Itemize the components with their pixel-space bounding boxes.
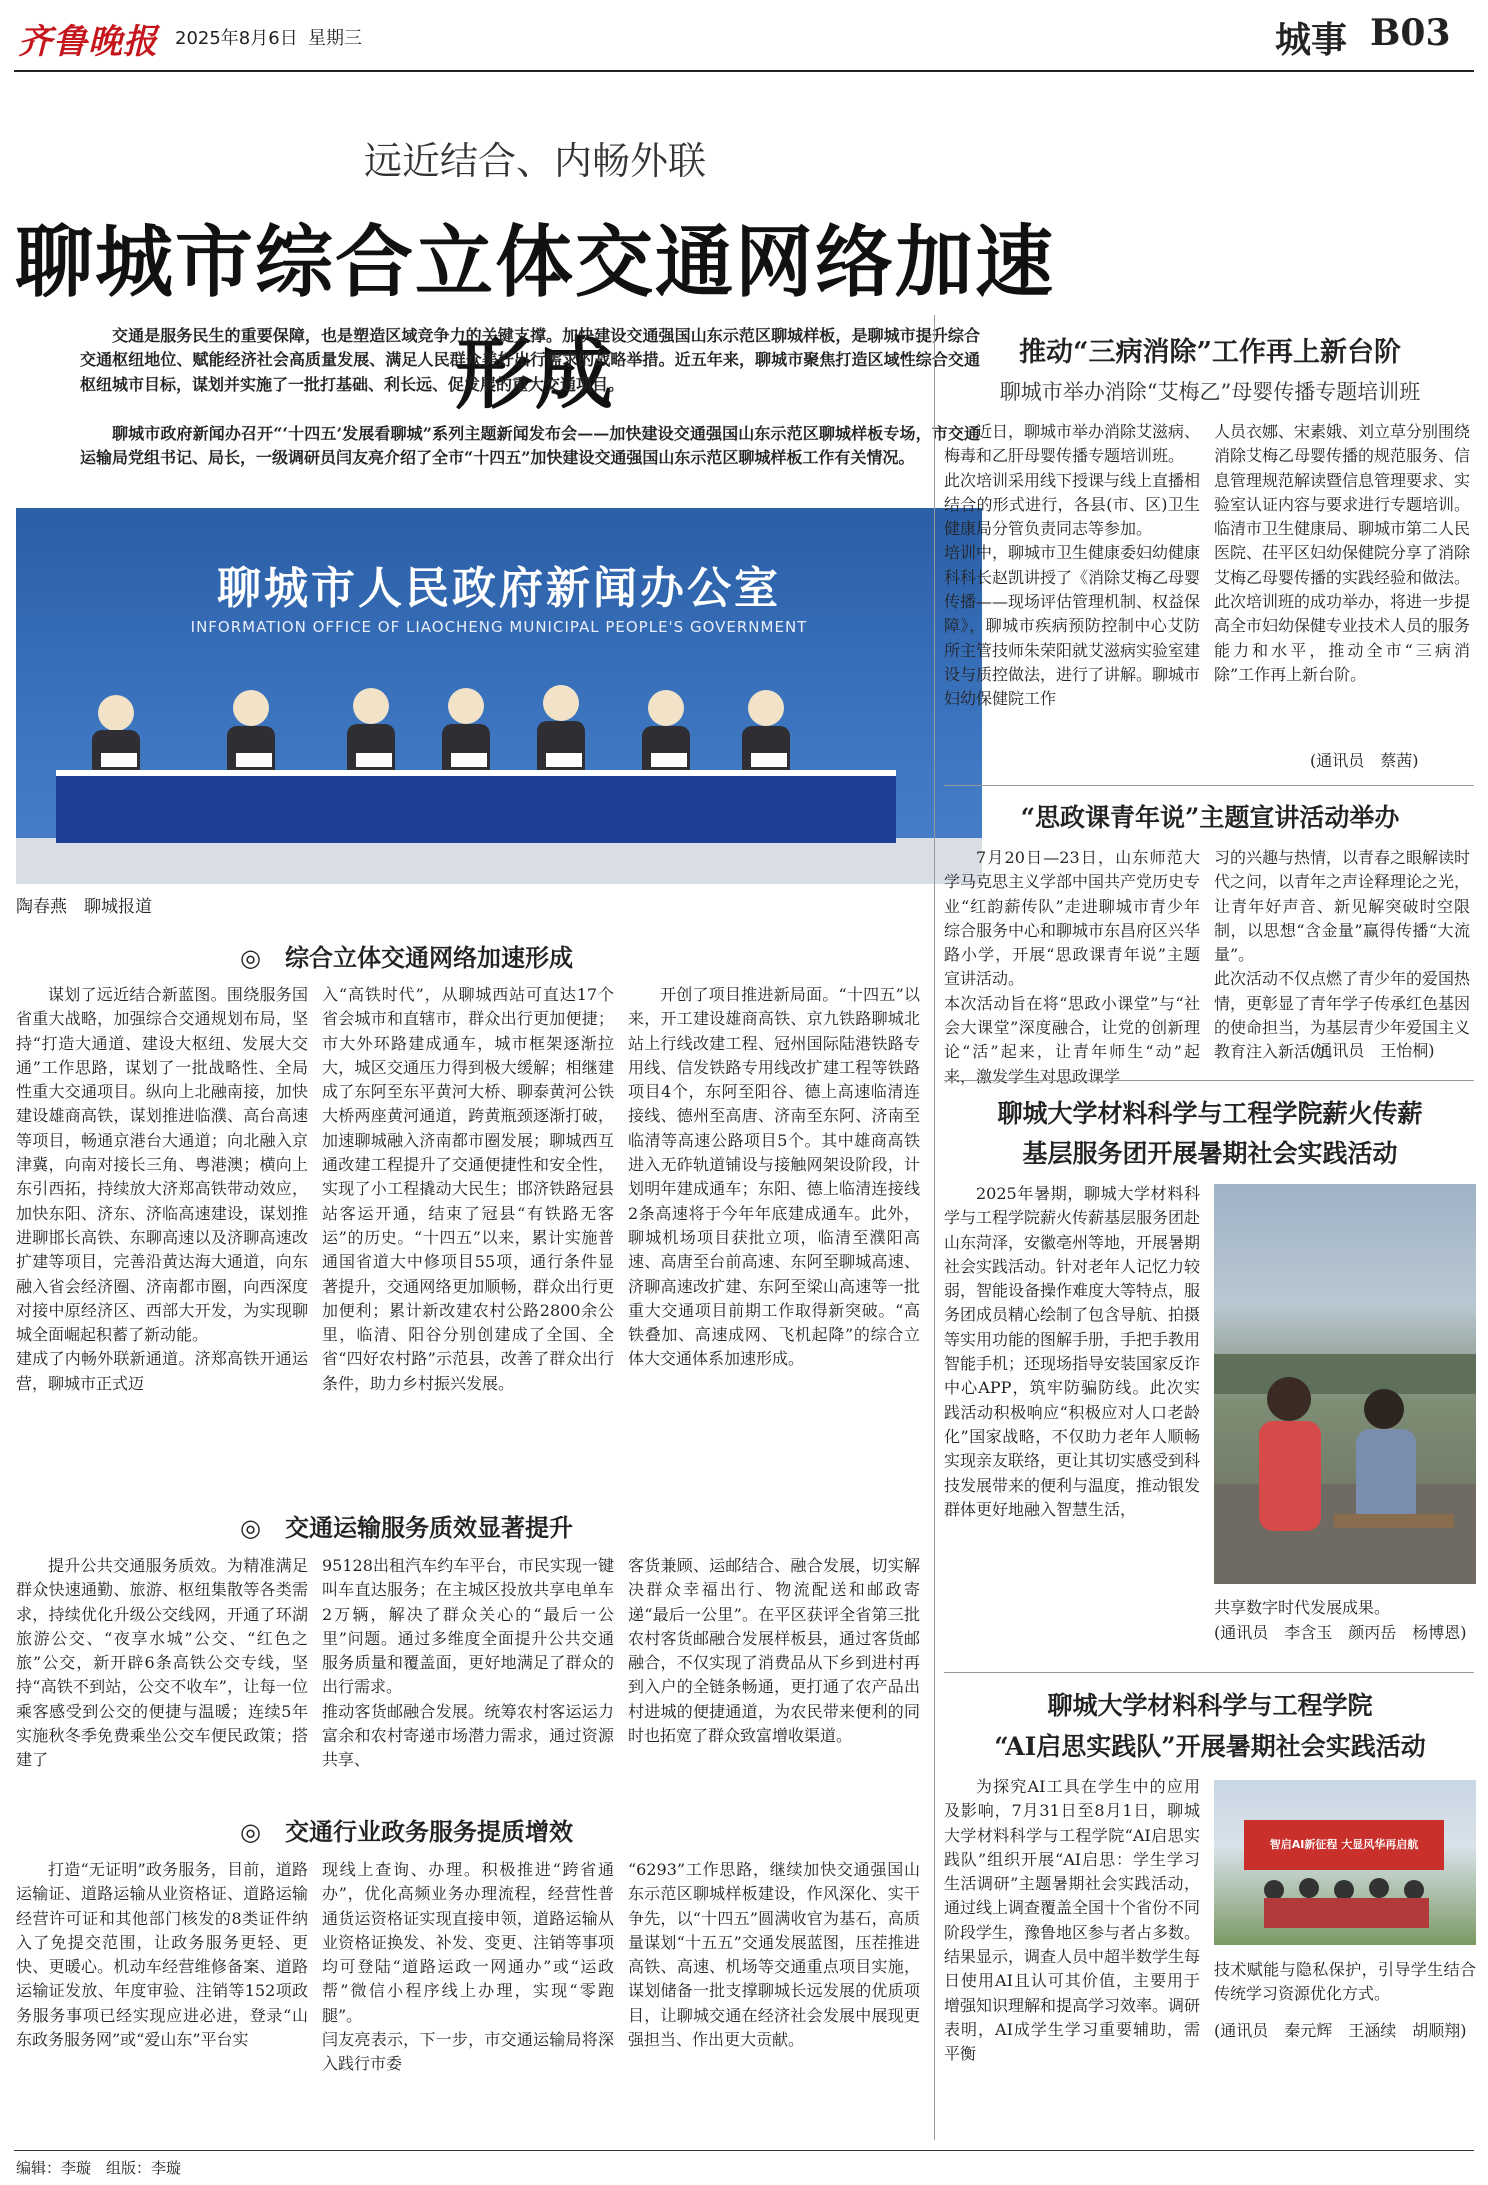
side-4-title-line-2: “AI启思实践队”开展暑期社会实践活动	[994, 1732, 1426, 1761]
section-2-col-3: 客货兼顾、运邮结合、融合发展，切实解决群众幸福出行、物流配送和邮政寄递“最后一公里”。在平区获评全省第三批农村客货邮融合发展样板县，通过客货邮融合，不仅实现了消费品从下乡到进村再到入户的全链条畅通，更打通了农产品出村进城的便捷通道，为农民带来便利的同时也拓宽了群众致富增收渠道。	[628, 1556, 920, 1746]
side-3-tail: 共享数字时代发展成果。	[1214, 1598, 1391, 1617]
section-2-heading: ◎ 交通运输服务质效显著提升	[240, 1514, 573, 1542]
side-4-credit: (通讯员 秦元辉 王涵续 胡顺翔)	[1214, 2021, 1467, 2040]
section-1-heading: ◎ 综合立体交通网络加速形成	[240, 944, 573, 972]
section-1-col-2: 入“高铁时代”，从聊城西站可直达17个省会城市和直辖市，群众出行更加便捷；市大外环路建成通车，城市框架逐渐拉大，城区交通压力得到极大缓解；相继建成了东阿至东平黄河大桥、聊泰黄河公铁大桥两座黄河通道，跨黄瓶颈逐渐打破，加速聊城融入济南都市圈发展；聊城西互通改建工程提升了交通便捷性和安全性，实现了小工程撬动大民生；邯济铁路冠县站客运开通，结束了冠县“有铁路无客运”的历史。“十四五”以来，累计实施普通国省道大中修项目55项，通行条件显著提升，交通网络更加顺畅，群众出行更加便利；累计新改建农村公路2800余公里，临清、阳谷分别创建成了全国、全省“四好农村路”示范县，改善了群众出行条件，助力乡村振兴发展。	[322, 985, 614, 1393]
side-1-rule	[944, 785, 1474, 786]
right-column-divider	[934, 315, 935, 2140]
headline-title: 聊城市综合立体交通网络加速形成	[14, 217, 1055, 420]
press-panel-illustration	[16, 508, 982, 884]
side-1-col-1: 近日，聊城市举办消除艾滋病、梅毒和乙肝母婴传播专题培训班。 此次培训采用线下授课与线上直播相结合的形式进行，各县(市、区)卫生健康局分管负责同志等参加。 培训中，聊城市卫生健康委妇幼健康科科长赵凯讲授了《消除艾梅乙母婴传播——现场评估管理机制、权益保障》，聊城市疾病预防控制中心艾防所主管技师朱荣阳就艾滋病实验室建设与质控做法，进行了讲解。聊城市妇幼保健院工作	[944, 422, 1201, 709]
section-3-col-1: 打造“无证明”政务服务，目前，道路运输证、道路运输从业资格证、道路运输经营许可证和其他部门核发的8类证件纳入了免提交范围，让政务服务更轻、更快、更暖心。机动车经营维修备案、道路运输证发放、年度审验、注销等152项政务服务事项已经实现应进必进，登录“山东政务服务网”或“爱山东”平台实	[16, 1860, 308, 2050]
side-2-col-2: 习的兴趣与热情，以青春之眼解读时代之问，以青年之声诠释理论之光，让青年好声音、新见解突破时空限制，以思想“含金量”赢得传播“大流量”。 此次活动不仅点燃了青少年的爱国热情，更彰显了青年学子传承红色基因的使命担当，为基层青少年爱国主义教育注入新活力。	[1214, 848, 1471, 1062]
side-4-title-line-1: 聊城大学材料科学与工程学院	[1047, 1691, 1373, 1720]
masthead-logo: 齐鲁晚报	[18, 22, 158, 62]
page-number: B03	[1370, 12, 1451, 54]
press-conference-photo	[16, 508, 982, 884]
section-2-col-1: 提升公共交通服务质效。为精准满足群众快速通勤、旅游、枢纽集散等各类需求，持续优化升级公交线网，开通了环湖旅游公交、“夜享水城”公交、“红色之旅”公交，新开辟6条高铁公交专线，坚持“高铁不到站，公交不收车”，让每一位乘客感受到公交的便捷与温暖；连续5年实施秋冬季免费乘坐公交车便民政策；搭建了	[16, 1556, 308, 1770]
byline: 陶春燕 聊城报道	[16, 897, 152, 917]
footer-rule	[14, 2150, 1474, 2151]
side-2-title: “思政课青年说”主题宣讲活动举办	[1020, 803, 1400, 832]
photo-sign-en: INFORMATION OFFICE OF LIAOCHENG MUNICIPAL PEOPLE'S GOVERNMENT	[190, 618, 808, 636]
side-2-rule	[944, 1080, 1474, 1081]
side-3-title-line-1: 聊城大学材料科学与工程学院薪火传薪	[997, 1099, 1423, 1128]
section-3-col-2: 现线上查询、办理。积极推进“跨省通办”，优化高频业务办理流程，经营性普通货运资格证实现直接申领，道路运输从业资格证换发、补发、变更、注销等事项均可登陆“道路运政一网通办”或“运政帮”微信小程序线上办理，实现“零跑腿”。 闫友亮表示，下一步，市交通运输局将深入践行市委	[322, 1860, 614, 2074]
side-3-body: 2025年暑期，聊城大学材料科学与工程学院薪火传薪基层服务团赴山东菏泽，安徽亳州等地，开展暑期社会实践活动。针对老年人记忆力较弱，智能设备操作难度大等特点，服务团成员精心绘制了包含导航、拍摄等实用功能的图解手册，手把手教用智能手机；还现场指导安装国家反诈中心APP，筑牢防骗防线。此次实践活动积极响应“积极应对人口老龄化”国家战略，不仅助力老年人顺畅实现亲友联络，更让其切实感受到科技发展带来的便利与温度，推动银发群体更好地融入智慧生活，	[944, 1184, 1201, 1519]
side-4-tail: 技术赋能与隐私保护，引导学生结合传统学习资源优化方式。	[1214, 1960, 1476, 2004]
side-3-photo-illustration	[1214, 1184, 1476, 1584]
photo-sign-cn: 聊城市人民政府新闻办公室	[217, 563, 781, 614]
masthead-date: 2025年8月6日	[175, 28, 298, 49]
side-1-col-2: 人员衣娜、宋素娥、刘立草分别围绕消除艾梅乙母婴传播的规范服务、信息管理规范解读暨信息管理要求、实验室认证内容与要求进行专题培训。临清市卫生健康局、聊城市第二人民医院、茌平区妇幼保健院分享了消除艾梅乙母婴传播的实践经验和做法。 此次培训班的成功举办，将进一步提高全市妇幼保健专业技术人员的服务能力和水平，推动全市“三病消除”工作再上新台阶。	[1214, 422, 1471, 684]
side-4-photo-banner: 智启AI新征程 大显风华再启航	[1269, 1838, 1419, 1851]
side-3-photo	[1214, 1184, 1476, 1584]
section-3-col-3: “6293”工作思路，继续加快交通强国山东示范区聊城样板建设，作风深化、实干争先，以“十四五”圆满收官为基石，高质量谋划“十五五”交通发展蓝图，压茬推进高铁、高速、机场等交通重点项目实施，谋划储备一批支撑聊城长远发展的优质项目，让聊城交通在经济社会发展中展现更强担当、作出更大贡献。	[628, 1860, 920, 2050]
lead-paragraph-1: 交通是服务民生的重要保障，也是塑造区域竞争力的关键支撑。加快建设交通强国山东示范区聊城样板，是聊城市提升综合交通枢纽地位、赋能经济社会高质量发展、满足人民群众美好出行需求的战略举措。近五年来，聊城市聚焦打造区域性综合交通枢纽城市目标，谋划并实施了一批打基础、利长远、促发展的重大交通项目。	[80, 326, 980, 394]
side-1-subtitle: 聊城市举办消除“艾梅乙”母婴传播专题培训班	[999, 380, 1421, 404]
masthead-rule	[14, 70, 1474, 72]
lead-paragraph-2: 聊城市政府新闻办召开“‘十四五’发展看聊城”系列主题新闻发布会——加快建设交通强国山东示范区聊城样板专场，市交通运输局党组书记、局长，一级调研员闫友亮介绍了全市“十四五”加快建设交通强国山东示范区聊城样板工作有关情况。	[80, 424, 980, 468]
section-3-heading: ◎ 交通行业政务服务提质增效	[240, 1818, 573, 1846]
side-4-body: 为探究AI工具在学生中的应用及影响，7月31日至8月1日，聊城大学材料科学与工程学院“AI启思实践队”组织开展“AI启思：学生学习生活调研”主题暑期社会实践活动，通过线上调查覆盖全国十个省份不同阶段学生，豫鲁地区参与者占多数。 结果显示，调查人员中超半数学生每日使用AI且认可其价值，主要用于增强知识理解和提高学习效率。调研表明，AI成学生学习重要辅助，需平衡	[944, 1777, 1201, 2064]
side-1-title: 推动“三病消除”工作再上新台阶	[1018, 337, 1402, 368]
masthead-weekday: 星期三	[308, 28, 362, 49]
side-2-credit: (通讯员 王怡桐)	[1310, 1041, 1435, 1060]
section-1-col-1: 谋划了远近结合新蓝图。围绕服务国省重大战略，加强综合交通规划布局，坚持“打造大通道、建设大枢纽、发展大交通”工作思路，谋划了一批战略性、全局性重大交通项目。纵向上北融南接，加快建设雄商高铁，谋划推进临濮、高台高速等项目，畅通京港台大通道；向北融入京津冀，向南对接长三角、粤港澳；横向上东引西拓，持续放大济郑高铁带动效应，加快东阳、济东、济临高速建设，谋划推进聊邯长高铁、东聊高速以及济聊高速改扩建等项目，完善沿黄达海大通道，向东融入省会经济圈、济南都市圈，向西深度对接中原经济区、西部大开发，为实现聊城全面崛起积蓄了新动能。 建成了内畅外联新通道。济郑高铁开通运营，聊城市正式迈	[16, 985, 308, 1393]
footer-editors: 编辑：李璇 组版：李璇	[16, 2159, 182, 2177]
side-3-rule	[944, 1672, 1474, 1673]
side-3-title-line-2: 基层服务团开展暑期社会实践活动	[1022, 1139, 1398, 1168]
side-3-credit: (通讯员 李含玉 颜丙岳 杨博恩)	[1214, 1623, 1467, 1642]
headline-kicker: 远近结合、内畅外联	[363, 139, 706, 183]
masthead	[0, 0, 1488, 70]
section-1-col-3: 开创了项目推进新局面。“十四五”以来，开工建设雄商高铁、京九铁路聊城北站上行线改建工程、冠州国际陆港铁路专用线、信发铁路专用线改扩建工程等铁路项目4个，东阿至阳谷、德上高速临清连接线、德州至高唐、济南至东阿、济南至临清等高速公路项目5个。其中雄商高铁进入无砟轨道铺设与接触网架设阶段，计划明年建成通车；东阳、德上临清连接线2条高速将于今年年底建成通车。此外，聊城机场项目获批立项，临清至濮阳高速、高唐至台前高速、东阿至聊城高速、济聊高速改扩建、东阿至梁山高速等一批重大交通项目前期工作取得新突破。“高铁叠加、高速成网、飞机起降”的综合立体大交通体系加速形成。	[628, 985, 920, 1369]
section-name: 城事	[1275, 19, 1348, 61]
side-4-photo-illustration	[1214, 1780, 1476, 1945]
side-1-credit: (通讯员 蔡茜)	[1310, 751, 1419, 770]
side-4-photo	[1214, 1780, 1476, 1945]
section-2-col-2: 95128出租汽车约车平台，市民实现一键叫车直达服务；在主城区投放共享电单车2万辆，解决了群众关心的“最后一公里”问题。通过多维度全面提升公共交通服务质量和覆盖面，更好地满足了群众的出行需求。 推动客货邮融合发展。统筹农村客运运力富余和农村寄递市场潜力需求，通过资源共享、	[322, 1556, 614, 1770]
side-2-col-1: 7月20日—23日，山东师范大学马克思主义学部中国共产党历史专业“红韵薪传队”走进聊城市青少年综合服务中心和聊城市东昌府区兴华路小学，开展“思政课青年说”主题宣讲活动。 本次活动旨在将“思政小课堂”与“社会大课堂”深度融合，让党的创新理论“活”起来，让青年师生“动”起来，激发学生对思政课学	[944, 848, 1201, 1086]
